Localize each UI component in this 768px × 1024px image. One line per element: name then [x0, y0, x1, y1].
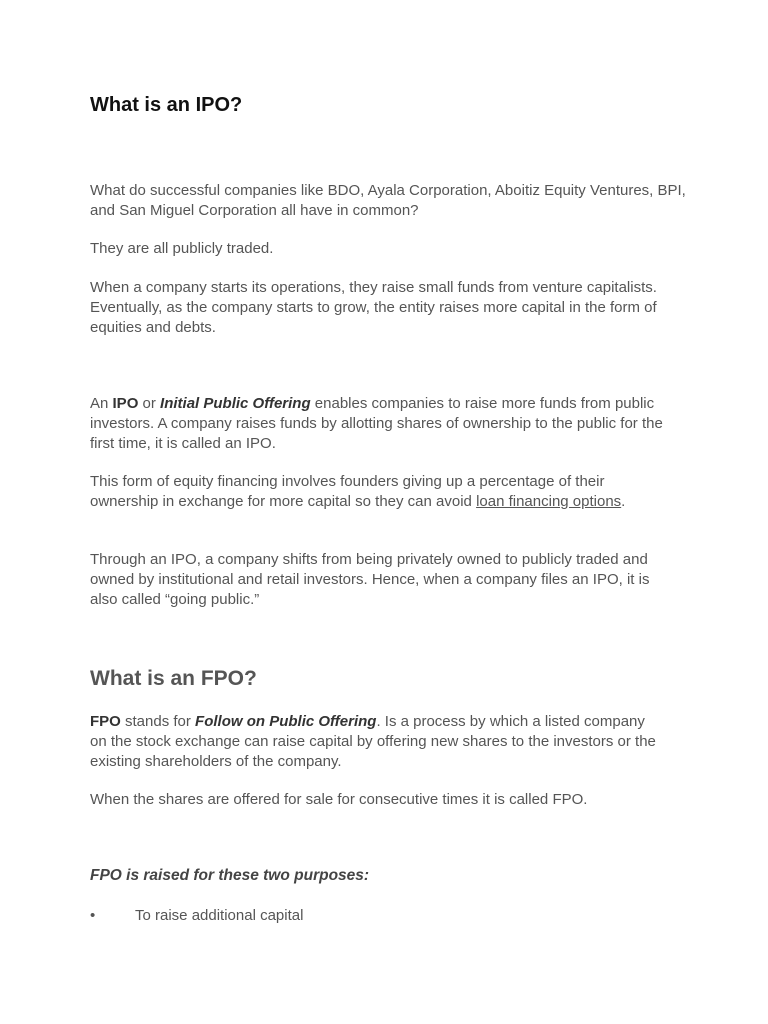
fpo-full-term: Follow on Public Offering	[195, 713, 377, 730]
ipo-paragraph-1: What do successful companies like BDO, Ayala Corporation, Aboitiz Equity Ventures, BPI, and San Miguel Corporation all have in common?	[90, 182, 686, 219]
text-run: This form of equity financing involves founders giving up a percentage of their ownership in exchange for more capital so they can avoid	[90, 473, 605, 510]
fpo-term: FPO	[90, 713, 121, 730]
ipo-paragraph-2: They are all publicly traded.	[90, 240, 274, 257]
bullet-marker: •	[90, 907, 96, 924]
fpo-paragraph-2: When the shares are offered for sale for consecutive times it is called FPO.	[90, 791, 588, 808]
loan-financing-options-link[interactable]: loan financing options	[476, 493, 622, 510]
ipo-heading: What is an IPO?	[90, 94, 243, 116]
fpo-purposes-heading: FPO is raised for these two purposes:	[90, 867, 370, 884]
ipo-paragraph-5	[90, 472, 675, 512]
ipo-paragraph-6: Through an IPO, a company shifts from being privately owned to publicly traded and owned by institutional and retail investors. Hence, when a company files an IPO, it is also called “going public.”	[90, 551, 650, 608]
ipo-paragraph-4	[90, 394, 690, 454]
text-run: An	[90, 395, 113, 412]
text-run: stands for	[120, 713, 196, 730]
list-item-text: To raise additional capital	[135, 907, 304, 924]
text-run: .	[621, 493, 626, 510]
ipo-full-term: Initial Public Offering	[160, 395, 311, 412]
ipo-term: IPO	[112, 395, 139, 412]
list-item	[90, 906, 303, 926]
fpo-heading: What is an FPO?	[90, 667, 257, 690]
text-run: or	[138, 395, 161, 412]
ipo-paragraph-3: When a company starts its operations, they raise small funds from venture capitalists. Eventually, as the company starts to grow, the entity raises more capital in the form of equities and debts.	[90, 279, 657, 336]
text-run: . Is a process by which a listed company on the stock exchange can raise capital by offering new shares to the investors or the existing shareholders of the company.	[90, 713, 656, 770]
fpo-paragraph-1	[90, 712, 665, 772]
text-run: enables companies to raise more funds from public investors. A company raises funds by allotting shares of ownership to the public for the first time, it is called an IPO.	[90, 395, 663, 452]
